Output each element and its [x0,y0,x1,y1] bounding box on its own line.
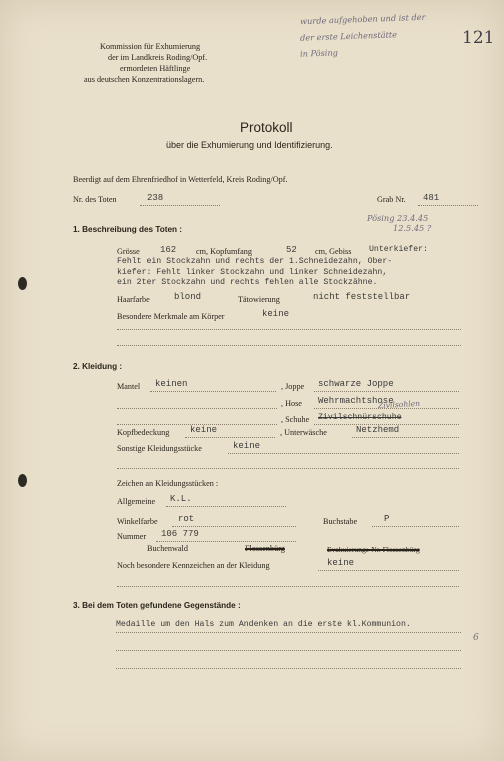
letter-line [372,526,459,527]
coat-line [150,391,276,392]
grave-label: Grab Nr. [377,195,406,204]
general-mark-line [166,506,286,507]
trousers-label: , Hose [281,399,302,408]
found-items-line-3 [116,668,461,669]
camp-evacuation-no: Evakuierungs-Nr. Flossenbürg [327,545,420,554]
clothing-marks-heading: Zeichen an Kleidungsstücken : [117,479,219,488]
general-mark-value: K.L. [170,494,192,504]
found-items-line-1 [116,632,461,633]
height-value: 162 [160,245,177,255]
number-label: Nummer [117,532,147,541]
general-mark-label: Allgemeine [117,497,156,506]
teeth-line-3: kiefer: Fehlt linker Stockzahn und linker Schneidezahn, [117,268,388,277]
org-line-4: aus deutschen Konzentrationslagern. [84,75,205,84]
teeth-line-2: Fehlt ein Stockzahn und rechts der 1.Schneidezahn, Ober- [117,257,393,266]
head-value: 52 [286,245,297,255]
org-line-2: der im Landkreis Roding/Opf. [108,53,208,62]
page-number: 121 [462,28,495,48]
coat-label: Mantel [117,382,141,391]
letter-label: Buchstabe [323,517,358,526]
marks-label: Besondere Merkmale am Körper [117,312,225,321]
shoes-label: , Schuhe [281,415,310,424]
marks-value: keine [262,309,290,319]
found-items-line-2 [116,650,461,651]
grave-line [418,205,478,206]
dead-no-value: 238 [147,193,164,203]
document-subtitle: über die Exhumierung und Identifizierung. [166,140,333,150]
angle-color-line [172,526,296,527]
found-items-margin-mark: 6 [473,633,479,643]
other-clothes-line-2 [117,468,459,469]
special-marks-value: keine [327,558,355,568]
jacket-line [314,391,459,392]
underwear-value: Netzhemd [356,425,400,435]
found-items-value: Medaille um den Hals zum Andenken an die erste kl.Kommunion. [116,620,411,629]
headwear-value: keine [190,425,218,435]
camp-buchenwald: Buchenwald [147,544,188,553]
other-clothes-label: Sonstige Kleidungsstücke [117,444,202,453]
dead-no-label: Nr. des Toten [73,195,117,204]
section1-heading: 1. Beschreibung des Toten : [73,225,183,234]
coat-value: keinen [155,379,188,389]
section1-margin-note-1: Pösing 23.4.45 [367,213,429,223]
letter-value: P [384,514,390,524]
special-marks-label: Noch besondere Kennzeichen an der Kleidung [117,561,270,570]
handwritten-note-2: der erste Leichenstätte [299,29,398,43]
document-title: Protokoll [240,120,293,135]
section2-heading: 2. Kleidung : [73,362,123,371]
section1-margin-note-2: 12.5.45 ? [393,223,432,233]
marks-line-2 [117,345,461,346]
underwear-label: , Unterwäsche [280,428,327,437]
dead-no-line [140,205,220,206]
handwritten-note-3: in Pösing [299,47,339,59]
jacket-value: schwarze Joppe [318,379,394,389]
height-label: Grösse [117,247,140,256]
special-marks-line-2 [117,586,459,587]
other-clothes-line-1 [228,453,459,454]
jacket-label: , Joppe [281,382,305,391]
angle-color-value: rot [178,514,195,524]
special-marks-line-1 [318,570,459,571]
trousers-value: Wehrmachtshose [318,396,394,406]
number-value: 106 779 [161,529,199,539]
hair-value: blond [174,292,202,302]
other-clothes-value: keine [233,441,261,451]
section3-heading: 3. Bei dem Toten gefundene Gegenstände : [73,601,241,610]
tattoo-value: nicht feststellbar [313,292,411,302]
org-line-3: ermordeten Häftlinge [120,64,191,73]
headwear-label: Kopfbedeckung [117,428,170,437]
tattoo-label: Tätowierung [238,295,280,304]
teeth-line-1: Unterkiefer: [369,245,428,254]
head-label: cm, Kopfumfang [196,247,252,256]
headwear-line [185,437,275,438]
marks-line-1 [117,329,461,330]
hair-label: Haarfarbe [117,295,150,304]
trousers-left-line [117,408,277,409]
grave-value: 481 [423,193,440,203]
org-line-1: Kommission für Exhumierung [100,42,201,51]
teeth-line-4: ein 2ter Stockzahn und rechts fehlen alle Stockzähne. [117,278,378,287]
underwear-line [352,437,459,438]
shoes-note: Zivilsohlen [377,398,421,411]
camp-flossenburg: Flossenbürg [245,544,285,553]
punch-hole-top [18,277,27,290]
burial-label: Beerdigt auf dem Ehrenfriedhof in Wetterfeld, Kreis Roding/Opf. [73,175,288,184]
shoes-value: Zivilschnürschuhe [318,413,402,422]
teeth-label: cm, Gebiss [315,247,352,256]
number-line [156,541,296,542]
angle-color-label: Winkelfarbe [117,517,158,526]
handwritten-note-1: wurde aufgehoben und ist der [299,11,426,27]
punch-hole-bottom [18,474,27,487]
